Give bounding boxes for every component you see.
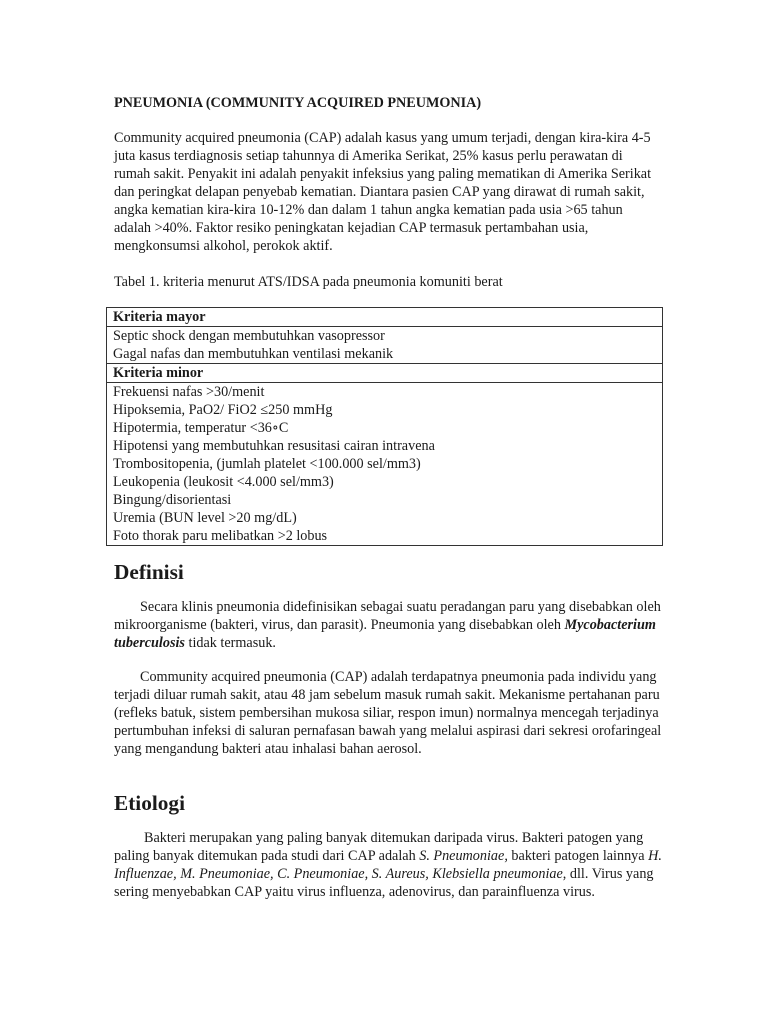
intro-paragraph: Community acquired pneumonia (CAP) adalah kasus yang umum terjadi, dengan kira-kira 4-5 juta kasus terdiagnosis setiap tahunnya di Amerika Serikat, 25% kasus perlu perawatan di rumah sakit. Penyakit ini adalah penyakit infeksius yang paling mematikan di Amerika Serikat dan peringkat delapan penyebab kematian. Diantara pasien CAP yang dirawat di rumah sakit, angka kematian kira-kira 10-12% dan dalam 1 tahun angka kematian pada usia >65 tahun adalah >40%. Faktor resiko peningkatan kejadian CAP termasuk pertambahan usia, mengkonsumsi alkohol, perokok aktif. — [114, 130, 652, 254]
minor-criteria-cell — [107, 383, 663, 546]
minor-item: Bingung/disorientasi — [113, 492, 232, 508]
minor-item: Hipoksemia, PaO2/ FiO2 ≤250 mmHg — [113, 402, 333, 418]
page-title: PNEUMONIA (COMMUNITY ACQUIRED PNEUMONIA) — [114, 95, 482, 111]
mayor-item: Septic shock dengan membutuhkan vasopressor — [113, 328, 385, 344]
etiologi-text: , dll. Virus yang sering menyebabkan CAP yaitu virus influenza, adenovirus, dan parainfluenza virus. — [114, 866, 654, 900]
etiologi-paragraph — [114, 829, 662, 901]
organism-name: Mycobacterium tuberculosis — [114, 617, 656, 651]
minor-item: Frekuensi nafas >30/menit — [113, 384, 265, 400]
table-caption: Tabel 1. kriteria menurut ATS/IDSA pada pneumonia komuniti berat — [114, 274, 503, 290]
organism-list: H. Influenzae, M. Pneumoniae, C. Pneumoniae, S. Aureus, Klebsiella pneumoniae — [114, 848, 662, 882]
definisi-text: Secara klinis pneumonia didefinisikan sebagai suatu peradangan paru yang disebabkan oleh mikroorganisme (bakteri, virus, dan parasit). Pneumonia yang disebabkan oleh — [114, 599, 661, 633]
minor-item: Trombositopenia, (jumlah platelet <100.000 sel/mm3) — [113, 456, 421, 472]
minor-item: Hipotensi yang membutuhkan resusitasi cairan intravena — [113, 438, 435, 454]
definisi-text: tidak termasuk. — [184, 635, 276, 651]
definisi-paragraph-2: Community acquired pneumonia (CAP) adalah terdapatnya pneumonia pada individu yang terjadi diluar rumah sakit, atau 48 jam sebelum masuk rumah sakit. Mekanisme pertahanan paru (refleks batuk, sistem pembersihan mukosa siliar, respon imun) normalnya mencegah terjadinya pertumbuhan infeksi di saluran pernafasan bawah yang melalui aspirasi dari sekresi orofaringeal yang mengandung bakteri atau inhalasi bahan aerosol. — [114, 669, 662, 757]
mayor-header: Kriteria mayor — [107, 308, 663, 327]
etiologi-text: bakteri patogen lainnya — [507, 848, 649, 864]
criteria-table — [106, 307, 663, 546]
minor-item: Hipotermia, temperatur <36∘C — [113, 420, 289, 436]
mayor-criteria-cell — [107, 327, 663, 364]
section-heading-definisi: Definisi — [114, 560, 184, 584]
minor-item: Leukopenia (leukosit <4.000 sel/mm3) — [113, 474, 334, 490]
mayor-item: Gagal nafas dan membutuhkan ventilasi mekanik — [113, 346, 394, 362]
definisi-paragraph-1 — [114, 598, 662, 652]
minor-header: Kriteria minor — [107, 364, 663, 383]
etiologi-text: Bakteri merupakan yang paling banyak ditemukan daripada virus. Bakteri patogen yang paling banyak ditemukan pada studi dari CAP adalah — [114, 830, 644, 864]
minor-item: Foto thorak paru melibatkan >2 lobus — [113, 528, 328, 544]
organism-name: S. Pneumoniae, — [419, 848, 508, 864]
section-heading-etiologi: Etiologi — [114, 791, 185, 815]
minor-item: Uremia (BUN level >20 mg/dL) — [113, 510, 297, 526]
